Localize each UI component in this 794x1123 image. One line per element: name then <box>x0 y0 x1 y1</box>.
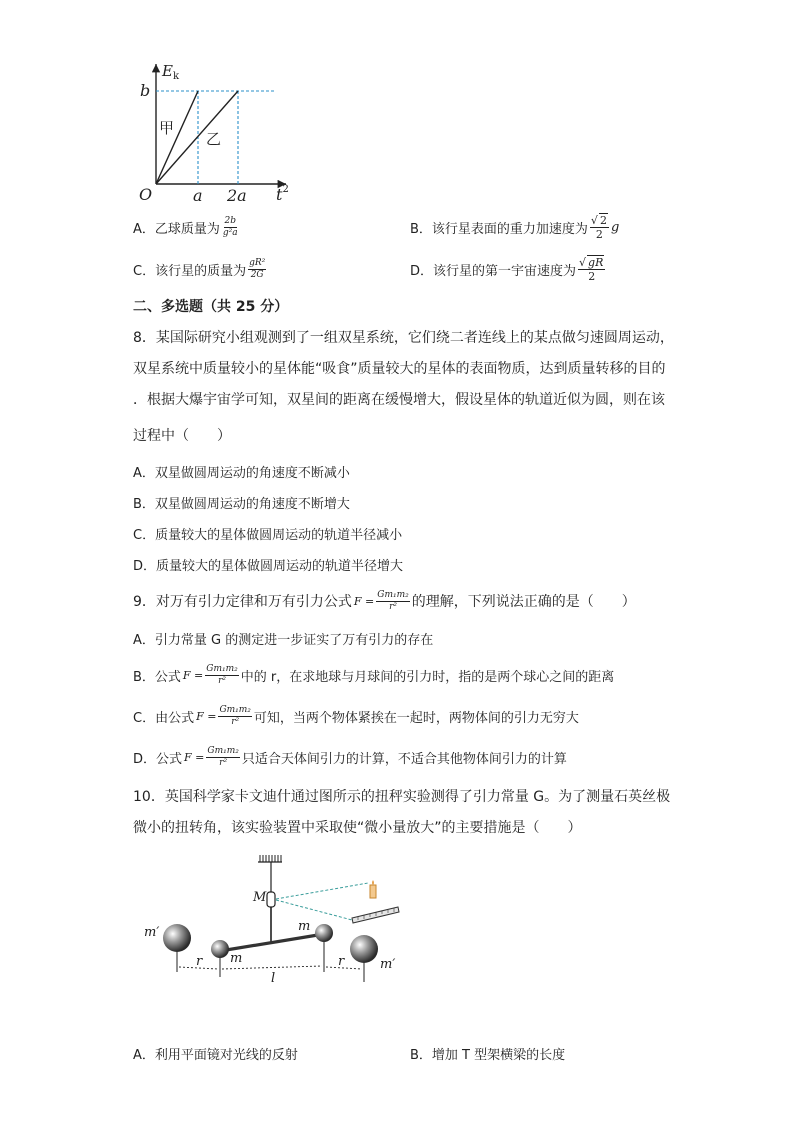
q7-option-b-g: g <box>610 219 620 235</box>
q8-option-b: B．双星做圆周运动的角速度不断增大 <box>133 497 350 512</box>
line-yi-label: 乙 <box>206 130 222 148</box>
q7-option-c <box>133 252 268 286</box>
label-r-right: r <box>338 954 345 969</box>
q8-stem-line-4: 过程中（ ） <box>133 428 231 444</box>
q7-option-d-fraction: $\frac{√ gR}{2}$ <box>579 256 604 283</box>
section-2-title: 二、多选题（共 25 分） <box>133 299 289 315</box>
label-m-left: m <box>230 951 243 966</box>
label-r-left: r <box>196 954 203 969</box>
q9-option-c <box>133 699 579 733</box>
scale-ruler <box>352 907 399 923</box>
small-ball-right <box>315 924 333 942</box>
q8-option-a: A．双星做圆周运动的角速度不断减小 <box>133 466 350 481</box>
label-mprime-left: m′ <box>144 925 160 940</box>
x-axis-label: $t^2$ <box>276 184 289 204</box>
label-m-right: m <box>298 919 311 934</box>
q9-option-a: A．引力常量 G 的测定进一步证实了万有引力的存在 <box>133 633 434 648</box>
q9-option-c-fraction: $\frac{\text{Gm₁m₂}}{\text{r²}}$ <box>219 704 251 727</box>
q10-stem-line-1: 10．英国科学家卡文迪什通过图所示的扭秤实验测得了引力常量 G。为了测量石英丝极 <box>133 789 671 805</box>
q7-option-a-fraction: $\frac{2b}{\text{g²a}}$ <box>222 215 238 238</box>
line-jia <box>156 91 198 184</box>
q7-option-b-fraction: $\frac{√ 2}{2}$ <box>590 214 607 241</box>
large-ball-right <box>350 935 378 963</box>
q7-option-d-text: D．该行星的第一宇宙速度为 <box>410 263 577 279</box>
label-mprime-right: m′ <box>380 957 396 972</box>
torsion-balance-diagram <box>140 850 410 990</box>
q9-formula-lhs: F = <box>353 594 375 608</box>
q8-stem-line-2: 双星系统中质量较小的星体能“吸食”质量较大的星体的表面物质，达到质量转移的目的 <box>133 361 666 377</box>
q9-option-c-suffix: 可知，当两个物体紧挨在一起时，两物体间的引力无穷大 <box>253 710 579 726</box>
q8-stem-line-3: ．根据大爆宇宙学可知，双星间的距离在缓慢增大，假设星体的轨道近似为圆，则在该 <box>133 392 665 408</box>
q9-option-b-lhs: F = <box>182 668 204 682</box>
q9-stem-suffix: 的理解，下列说法正确的是（ ） <box>411 594 636 610</box>
q9-formula-fraction: $\frac{\text{Gm₁m₂}}{\text{r²}}$ <box>377 589 409 612</box>
q8-stem-line-1: 8．某国际研究小组观测到了一组双星系统，它们绕二者连线上的某点做匀速圆周运动， <box>133 330 674 346</box>
small-ball-left <box>211 940 229 958</box>
y-axis-label: $E_k$ <box>162 62 180 82</box>
q8-option-c: C．质量较大的星体做圆周运动的轨道半径减小 <box>133 528 403 543</box>
q9-option-b <box>133 658 614 692</box>
label-l: l <box>271 971 276 986</box>
q7-option-c-fraction: $\frac{\text{gR²}}{2G}$ <box>249 257 266 280</box>
light-ray-2 <box>276 900 352 920</box>
q9-stem <box>133 584 636 618</box>
line-jia-label: 甲 <box>159 119 175 137</box>
q9-option-d <box>133 740 567 774</box>
mirror-M <box>267 892 275 907</box>
q9-option-d-suffix: 只适合天体间引力的计算，不适合其他物体间引力的计算 <box>241 751 567 767</box>
large-ball-left <box>163 924 191 952</box>
dim-l <box>222 966 322 969</box>
q9-option-d-lhs: F = <box>184 750 205 764</box>
label-M: M <box>253 890 267 905</box>
t-frame-beam <box>220 934 324 951</box>
q10-stem-line-2: 微小的扭转角，该实验装置中采取使“微小量放大”的主要措施是（ ） <box>133 820 582 836</box>
q9-option-c-prefix: C．由公式 <box>133 710 195 726</box>
ek-t2-graph <box>130 58 300 208</box>
q9-option-d-prefix: D．公式 <box>133 751 183 767</box>
line-yi <box>156 91 238 184</box>
light-source <box>370 880 376 898</box>
q9-option-c-lhs: F = <box>196 709 217 723</box>
q7-option-a <box>133 210 241 244</box>
light-ray-1 <box>276 883 368 899</box>
q9-option-b-fraction: $\frac{\text{Gm₁m₂}}{\text{r²}}$ <box>206 663 238 686</box>
tick-a-label: a <box>193 186 203 205</box>
q8-option-d: D．质量较大的星体做圆周运动的轨道半径增大 <box>133 559 404 574</box>
tick-2a-label: 2a <box>227 186 247 205</box>
q7-option-c-text: C．该行星的质量为 <box>133 263 247 279</box>
q9-stem-prefix: 9．对万有引力定律和万有引力公式 <box>133 594 352 610</box>
q7-option-b-text: B．该行星表面的重力加速度为 <box>410 221 588 237</box>
ceiling-mount <box>258 855 282 862</box>
q7-option-d <box>410 252 607 286</box>
q9-option-b-suffix: 中的 r，在求地球与月球间的引力时，指的是两个球心之间的距离 <box>240 669 615 685</box>
q9-option-b-prefix: B．公式 <box>133 669 181 685</box>
origin-label: O <box>139 185 153 204</box>
q9-option-d-fraction: $\frac{\text{Gm₁m₂}}{\text{r²}}$ <box>207 745 239 768</box>
q10-option-b: B．增加 T 型架横梁的长度 <box>410 1048 566 1063</box>
q7-option-b <box>410 210 619 244</box>
tick-b-label: b <box>140 81 151 100</box>
q10-option-a: A．利用平面镜对光线的反射 <box>133 1048 298 1063</box>
q7-option-a-text: A．乙球质量为 <box>133 221 220 237</box>
